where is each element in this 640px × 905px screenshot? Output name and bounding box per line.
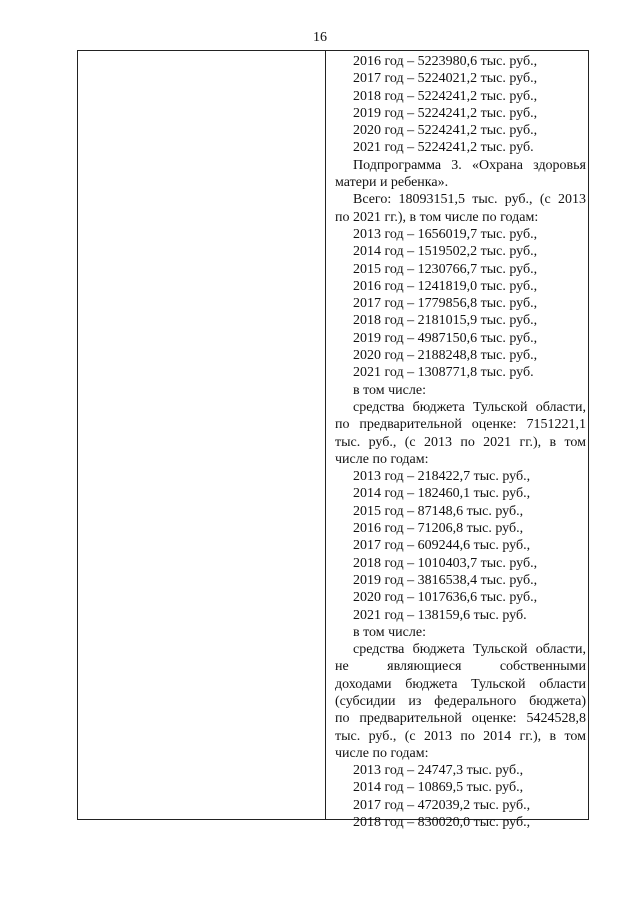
text-line: 2015 год – 87148,6 тыс. руб., [353,503,524,519]
text-line: матери и ребенка». [335,175,449,191]
text-line: доходами бюджета Тульской области [335,676,586,692]
text-line: не являющиеся собственными [335,659,586,675]
text-line: (субсидии из федерального бюджета) [335,693,586,709]
text-line: 2017 год – 1779856,8 тыс. руб., [353,296,538,312]
text-line: 2018 год – 5224241,2 тыс. руб., [353,88,538,104]
text-line: в том числе: [353,624,426,640]
text-line: 2017 год – 609244,6 тыс. руб., [353,538,531,554]
text-line: в том числе: [353,382,426,398]
text-line: 2021 год – 138159,6 тыс. руб. [353,607,527,623]
text-line: 2017 год – 472039,2 тыс. руб., [353,797,531,813]
text-line: 2015 год – 1230766,7 тыс. руб., [353,261,538,277]
text-line: 2014 год – 10869,5 тыс. руб., [353,780,524,796]
page-number: 16 [313,30,327,45]
text-line: 2021 год – 5224241,2 тыс. руб. [353,140,534,156]
text-line: 2021 год – 1308771,8 тыс. руб. [353,365,534,381]
text-line: тыс. руб., (с 2013 по 2021 гг.), в том [335,434,586,450]
text-line: средства бюджета Тульской области, [353,399,586,415]
text-line: 2016 год – 71206,8 тыс. руб., [353,521,524,537]
text-line: тыс. руб., (с 2013 по 2014 гг.), в том [335,728,586,744]
text-line: 2013 год – 218422,7 тыс. руб., [353,469,531,485]
text-line: 2018 год – 2181015,9 тыс. руб., [353,313,538,329]
text-line: числе по годам: [335,451,429,467]
text-line: Подпрограмма 3. «Охрана здоровья [353,157,586,173]
text-line: 2014 год – 1519502,2 тыс. руб., [353,244,538,260]
text-line: средства бюджета Тульской области, [353,642,586,658]
text-line: 2018 год – 830020,0 тыс. руб., [353,815,531,831]
text-line: 2018 год – 1010403,7 тыс. руб., [353,555,538,571]
text-line: числе по годам: [335,745,429,761]
text-line: 2013 год – 24747,3 тыс. руб., [353,763,524,779]
text-line: Всего: 18093151,5 тыс. руб., (с 2013 [353,192,586,208]
funding-table [77,50,589,831]
text-line: 2019 год – 5224241,2 тыс. руб., [353,105,538,121]
text-line: по предварительной оценке: 7151221,1 [335,417,586,433]
text-line: по 2021 гг.), в том числе по годам: [335,209,539,225]
text-line: по предварительной оценке: 5424528,8 [335,711,586,727]
text-line: 2016 год – 1241819,0 тыс. руб., [353,278,538,294]
text-line: 2020 год – 1017636,6 тыс. руб., [353,590,538,606]
text-line: 2019 год – 4987150,6 тыс. руб., [353,330,538,346]
text-line: 2017 год – 5224021,2 тыс. руб., [353,71,538,87]
table-left-cell [78,51,326,819]
table-right-cell [327,53,589,831]
text-line: 2020 год – 2188248,8 тыс. руб., [353,348,538,364]
text-line: 2016 год – 5223980,6 тыс. руб., [353,54,538,69]
text-line: 2020 год – 5224241,2 тыс. руб., [353,123,538,139]
text-line: 2014 год – 182460,1 тыс. руб., [353,486,531,502]
text-line: 2019 год – 3816538,4 тыс. руб., [353,572,538,588]
text-line: 2013 год – 1656019,7 тыс. руб., [353,226,538,242]
